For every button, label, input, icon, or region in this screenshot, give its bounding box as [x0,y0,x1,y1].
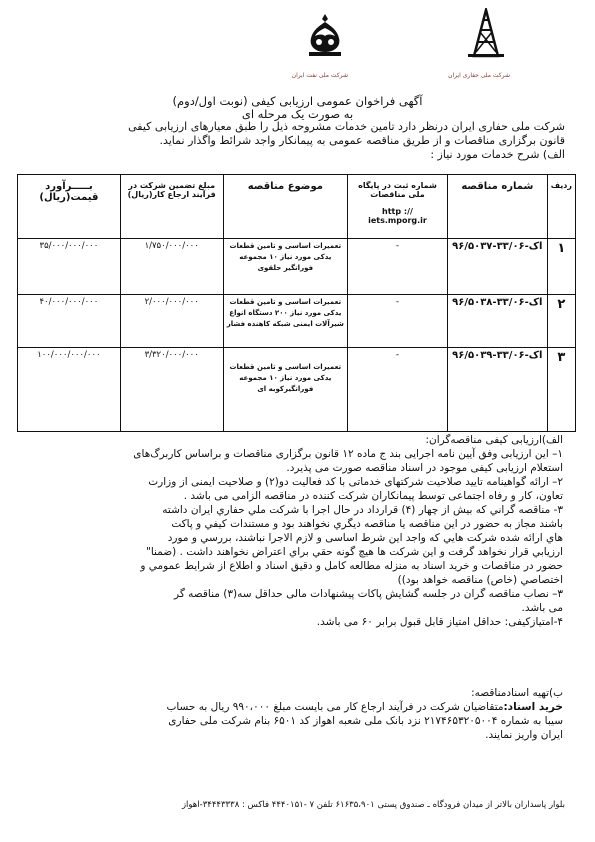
guarantee-amount: ۲/۰۰۰/۰۰۰/۰۰۰ [120,295,223,348]
table-row [18,239,576,295]
col-header-subject: موضوع مناقصه [223,175,348,239]
registry-url-2: iets.mporg.ir [368,216,427,225]
col-header-guarantee: مبلغ تضمین شرکت در فرآیند ارجاع کار(ریال) [120,175,223,239]
table-row [18,348,576,432]
paragraph-line: ۳- مناقصه گراني كه بيش از چهار (۴) قرارداد در حال اجرا با شركت ملي حفاري ايران داشته [162,504,563,516]
paragraph-line: ۴-امتیازکیفی: حداقل امتیاز قابل قبول برابر ۶۰ می باشد. [316,616,563,628]
paragraph-line: ۳– نصاب مناقصه گران در جلسه گشایش پاکات پیشنهادات مالی حداقل سه(۳) مناقصه گر [174,588,563,600]
tender-number: ۹۶/اک-۳۳/۰۶-۵۰۳۸ [447,295,547,348]
col-header-registry [348,175,448,239]
registry-url-1: http :// [382,207,413,216]
paragraph-line: سیبا به شماره ۲۱۷۴۶۵۳۲۰۵۰۰۴ نزد بانک ملی شعبه اهواز کد ۶۵۰۱ بنام شرکت ملی حفاری [168,715,563,727]
nioc-logo [305,12,345,58]
intro-line: قانون برگزاری مناقصات و از طریق مناقصه عمومی به پیمانکار واجد شرائط واگذار نماید. [159,134,565,147]
paragraph-line: ۱– این ارزیابی وفق آیین نامه اجرایی بند ج ماده ۱۲ قانون برگزاری مناقصات و براساس کاربرگ‌های [133,448,563,460]
registry-value: - [348,239,448,295]
nidc-derrick-logo [466,8,506,58]
paragraph-line: ایران واریز نمایند. [485,729,563,741]
col-header-estimate: بـــــرآورد قیمت(ریال) [18,175,121,239]
registry-label: شماره ثبت در پایگاه ملی مناقصات [358,181,437,199]
section-documents [29,686,563,742]
paragraph-line: باشند مجاز به حضور در اين مناقصه يا مناقصه ديگري نخواهند بود و مستندات كيفي و پاكت [171,518,563,530]
purchase-label: خرید اسناد: [503,701,563,713]
purchase-text: متقاضیان شرکت در فرآیند ارجاع کار می بایست مبلغ ۹۹۰،۰۰۰ ریال به حساب [166,701,504,713]
tender-number: ۹۶/اک-۳۳/۰۶-۵۰۳۷ [447,239,547,295]
notice-title: آگهی فراخوان عمومی ارزیابی کیفی (نوبت اول/دوم) [172,94,423,108]
tender-number: ۹۶/اک-۳۳/۰۶-۵۰۳۹ [447,348,547,432]
section-title: ب)تهیه اسنادمناقصه: [471,687,563,699]
nioc-caption: شرکت ملی نفت ایران [291,72,348,79]
tender-subject: تعمیرات اساسی و تامین قطعات یدکی مورد نیاز ۱۰ مجموعه فورانگیرکوبه ای [223,348,348,432]
tender-subject: تعمیرات اساسی و تامین قطعات یدکی مورد نیاز ۲۰۰ دستگاه انواع شیرآلات ایمنی شبکه کاهنده فشار [223,295,348,348]
table-row [18,295,576,348]
footer-address: بلوار پاسداران بالاتر از میدان فرودگاه ـ صندوق پستی ۶۱۶۳۵،۹۰۱ تلفن ۷ -۴۴۴۰۱۵۱ فاکس : ۳۴۴۴۳۳۳۸-اهواز [181,800,565,810]
intro-line: الف) شرح خدمات مورد نیاز : [430,148,565,161]
row-number: ۲ [547,295,575,348]
intro-line: شرکت ملی حفاری ایران درنظر دارد تامین خدمات مشروحه ذیل را طبق معیارهای ارزیابی کیفی [128,120,565,133]
paragraph-line: اختصاصي (خاص) مناقصه خواهد بود)) [397,574,563,586]
paragraph-line: حضور در مناقصات و خريد اسناد به منزله مطالعه كامل و دقيق اسناد و اطلاع از شرايط عمومي و [140,560,563,572]
tender-subject: تعمیرات اساسی و تامین قطعات یدکی مورد نیاز ۱۰ مجموعه فورانگیر حلقوی [223,239,348,295]
col-header-row: ردیف [547,175,575,239]
paragraph-line: ارزيابي قرار نخواهد گرفت و اين شركت ها هيچ گونه حقي براي اعتراض نخواهند داشت . (ضمنا" [145,546,563,558]
section-title: الف)ارزیابی کیفی مناقصه‌گران: [425,434,563,446]
notice-subtitle: به صورت یک مرحله ای [241,107,354,121]
col-header-tender-number: شماره مناقصه [447,175,547,239]
paragraph-line: می باشد. [521,602,563,614]
row-number: ۳ [547,348,575,432]
nidc-caption: شرکت ملی حفاری ایران [448,72,510,79]
guarantee-amount: ۱/۷۵۰/۰۰۰/۰۰۰ [120,239,223,295]
section-qualification [29,433,563,629]
tender-table [17,174,576,432]
estimate-amount: ۴۰/۰۰۰/۰۰۰/۰۰۰ [18,295,121,348]
row-number: ۱ [547,239,575,295]
registry-value: - [348,348,448,432]
intro-paragraph [25,120,565,162]
paragraph-line [29,700,563,714]
table-header-row [18,175,576,239]
guarantee-amount: ۳/۳۲۰/۰۰۰/۰۰۰ [120,348,223,432]
paragraph-line: تعاون، کار و رفاه اجتماعی توسط پیمانکاران شرکت کننده در مناقصه الزامی می باشد . [183,490,563,502]
paragraph-line: هاي ارائه شده شركت هايي كه واجد اين شرط اساسی و لازم الاجرا نباشند، بررسي و مورد [167,532,563,544]
paragraph-line: ۲– ارائه گواهینامه تایید صلاحیت شرکتهای خدماتی با کد فعالیت دو(۲) و صلاحیت ایمنی از وزارت [148,476,563,488]
estimate-amount: ۱۰۰/۰۰۰/۰۰۰/۰۰۰ [18,348,121,432]
paragraph-line: استعلام ارزیابی کیفی موجود در اسناد مناقصه صورت می پذیرد. [286,462,563,474]
registry-value: - [348,295,448,348]
estimate-amount: ۳۵/۰۰۰/۰۰۰/۰۰۰ [18,239,121,295]
